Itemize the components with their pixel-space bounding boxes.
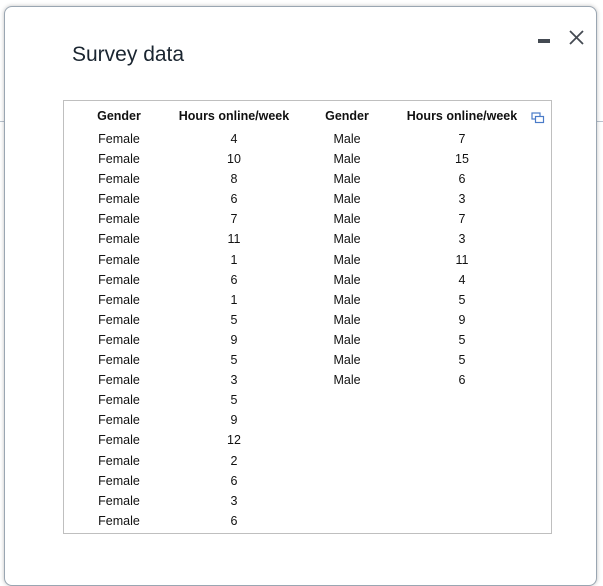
table-cell-hours: 4 [230,132,238,146]
female-gender-column [74,107,164,531]
table-cell-gender: Male [333,332,361,347]
table-cell-gender: Male [333,132,361,146]
table-cell-gender: Male [333,232,361,247]
table-cell-gender: Female [98,272,140,287]
table-cell-gender: Male [333,292,361,307]
table-cell-hours: 6 [458,373,466,388]
table-cell-gender: Female [98,192,140,207]
table-cell-hours: 5 [230,353,238,368]
table-cell-gender: Female [98,373,140,388]
dialog-title: Survey data [72,43,185,66]
table-cell-gender: Female [98,413,140,428]
table-cell-gender: Male [333,192,361,207]
table-cell-gender: Male [333,172,361,187]
table-cell-gender: Female [98,292,140,307]
table-cell-gender: Female [98,493,140,508]
table-cell-gender: Female [98,252,140,267]
survey-data-table [63,100,552,534]
table-cell-gender: Female [98,353,140,368]
table-cell-gender: Male [333,272,361,287]
table-cell-gender: Female [98,332,140,347]
table-cell-gender: Male [333,252,361,267]
table-cell-hours: 15 [455,152,469,167]
table-cell-hours: 3 [230,493,238,508]
table-cell-hours: 5 [458,353,466,368]
table-cell-hours: 9 [230,413,238,428]
table-cell-hours: 9 [230,332,238,347]
close-button[interactable] [566,27,588,49]
minimize-button[interactable] [536,35,560,49]
table-cell-hours: 7 [230,212,238,227]
table-cell-hours: 5 [230,312,238,327]
column-header: Hours online/week [406,109,518,123]
table-cell-gender: Male [333,373,361,388]
table-cell-hours: 7 [458,212,466,227]
table-cell-hours: 11 [455,252,469,267]
column-header: Hours online/week [178,109,290,123]
table-cell-hours: 5 [458,332,466,347]
table-cell-gender: Male [333,353,361,368]
table-cell-gender: Female [98,152,140,167]
table-cell-hours: 6 [230,192,238,207]
table-cell-gender: Female [98,433,140,448]
table-cell-hours: 3 [458,232,466,247]
table-cell-hours: 5 [458,292,466,307]
table-cell-hours: 3 [458,192,466,207]
table-cell-gender: Female [98,212,140,227]
table-cell-gender: Female [98,513,140,528]
expand-table-button[interactable] [531,111,545,123]
table-cell-hours: 4 [458,272,466,287]
table-cell-gender: Female [98,132,140,146]
table-cell-gender: Male [333,212,361,227]
male-hours-column [400,107,524,390]
table-cell-gender: Female [98,172,140,187]
table-cell-hours: 2 [230,453,238,468]
table-cell-hours: 9 [458,312,466,327]
table-cell-hours: 3 [230,373,238,388]
table-cell-hours: 6 [230,473,238,488]
table-cell-gender: Female [98,453,140,468]
table-cell-gender: Male [333,312,361,327]
table-cell-hours: 11 [227,232,241,247]
table-cell-gender: Female [98,393,140,408]
table-cell-hours: 10 [227,152,241,167]
table-cell-hours: 1 [230,292,238,307]
table-cell-gender: Female [98,232,140,247]
close-icon [566,27,588,49]
table-cell-hours: 12 [227,433,241,448]
table-cell-hours: 6 [230,513,238,528]
column-header: Gender [325,109,369,123]
minimize-icon [538,39,550,43]
survey-data-dialog [4,6,597,586]
table-cell-gender: Female [98,473,140,488]
table-cell-gender: Female [98,312,140,327]
table-cell-hours: 1 [230,252,238,267]
table-cell-gender: Male [333,152,361,167]
table-cell-hours: 6 [230,272,238,287]
column-header: Gender [97,109,141,123]
table-cell-hours: 7 [458,132,466,146]
table-cell-hours: 6 [458,172,466,187]
expand-table-icon [531,112,545,124]
table-cell-hours: 8 [230,172,238,187]
table-cell-hours: 5 [230,393,238,408]
female-hours-column [174,107,294,531]
male-gender-column [307,107,387,390]
